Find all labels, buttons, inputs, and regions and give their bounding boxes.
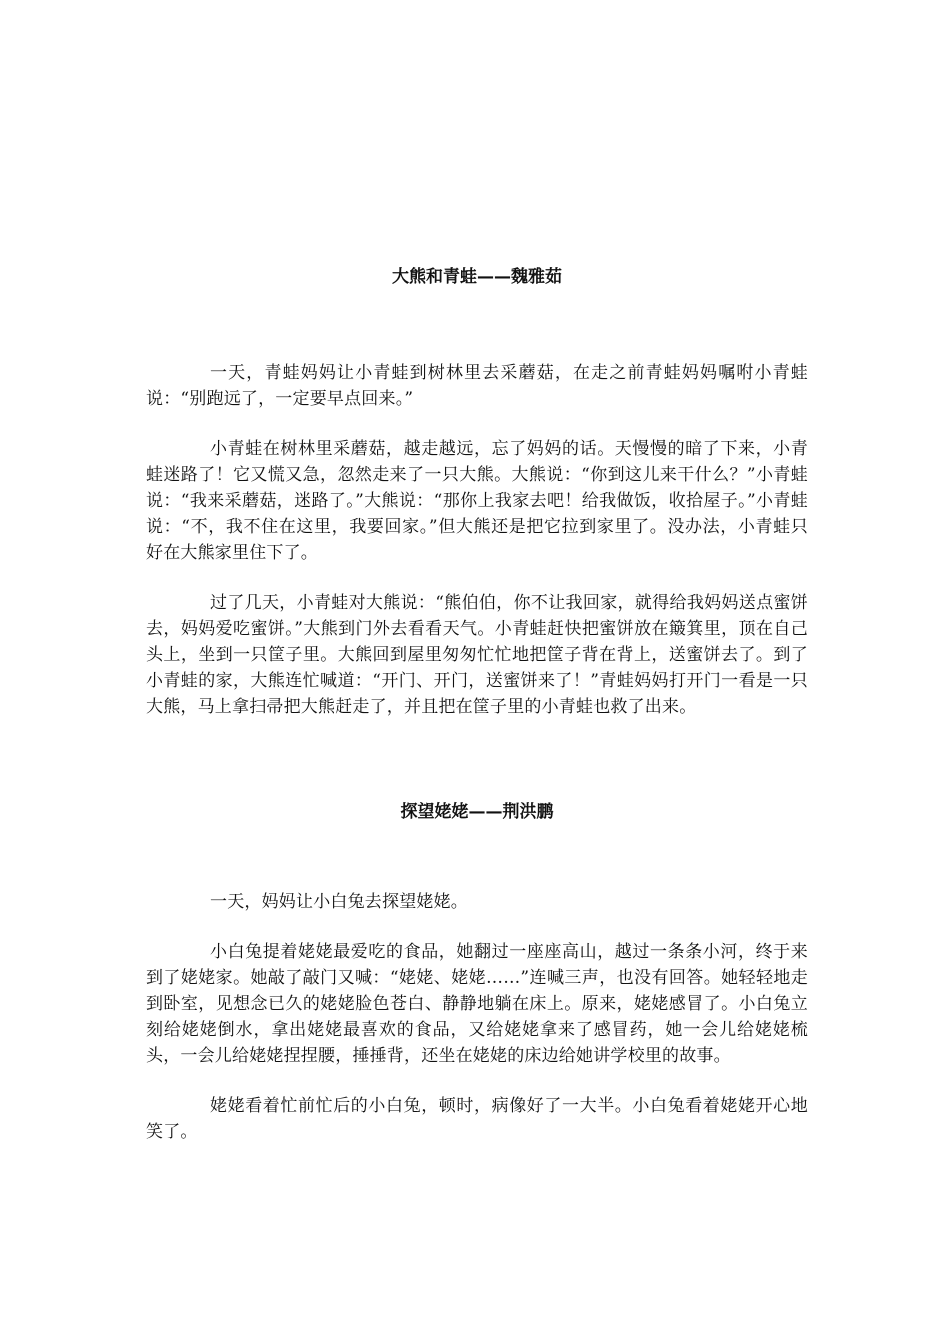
paragraph: 一天，青蛙妈妈让小青蛙到树林里去采蘑菇，在走之前青蛙妈妈嘱咐小青蛙说：“别跑远了，一定要早点回来。” <box>146 363 808 409</box>
story-title: 大熊和青蛙——魏雅茹 <box>392 267 562 287</box>
paragraph: 小白兔提着姥姥最爱吃的食品，她翻过一座座高山，越过一条条小河，终于来到了姥姥家。她敲了敲门又喊：“姥姥、姥姥……”连喊三声，也没有回答。她轻轻地走到卧室，见想念已久的姥姥脸色苍白、静静地躺在床上。原来，姥姥感冒了。小白兔立刻给姥姥倒水，拿出姥姥最喜欢的食品，又给姥姥拿来了感冒药，她一会儿给姥姥梳头，一会儿给姥姥捏捏腰，捶捶背，还坐在姥姥的床边给她讲学校里的故事。 <box>146 942 808 1066</box>
story-visit-grandma <box>146 797 808 1169</box>
paragraph: 姥姥看着忙前忙后的小白兔，顿时，病像好了一大半。小白兔看着姥姥开心地笑了。 <box>146 1096 808 1142</box>
story-bear-and-frog <box>146 262 808 744</box>
story-title: 探望姥姥——荆洪鹏 <box>400 802 554 822</box>
story-body <box>146 360 808 720</box>
paragraph: 过了几天，小青蛙对大熊说：“熊伯伯，你不让我回家，就得给我妈妈送点蜜饼去，妈妈爱吃蜜饼。”大熊到门外去看看天气。小青蛙赶快把蜜饼放在簸箕里，顶在自己头上，坐到一只筐子里。大熊回到屋里匆匆忙忙地把筐子背在背上，送蜜饼去了。到了小青蛙的家，大熊连忙喊道：“开门、开门，送蜜饼来了！”青蛙妈妈打开门一看是一只大熊，马上拿扫帚把大熊赶走了，并且把在筐子里的小青蛙也救了出来。 <box>146 593 808 717</box>
story-body <box>146 889 808 1145</box>
paragraph: 小青蛙在树林里采蘑菇，越走越远，忘了妈妈的话。天慢慢的暗了下来，小青蛙迷路了！它又慌又急，忽然走来了一只大熊。大熊说：“你到这儿来干什么？”小青蛙说：“我来采蘑菇，迷路了。”大熊说：“那你上我家去吧！给我做饭，收拾屋子。”小青蛙说：“不，我不住在这里，我要回家。”但大熊还是把它拉到家里了。没办法，小青蛙只好在大熊家里住下了。 <box>146 439 808 563</box>
paragraph: 一天，妈妈让小白兔去探望姥姥。 <box>210 892 468 912</box>
